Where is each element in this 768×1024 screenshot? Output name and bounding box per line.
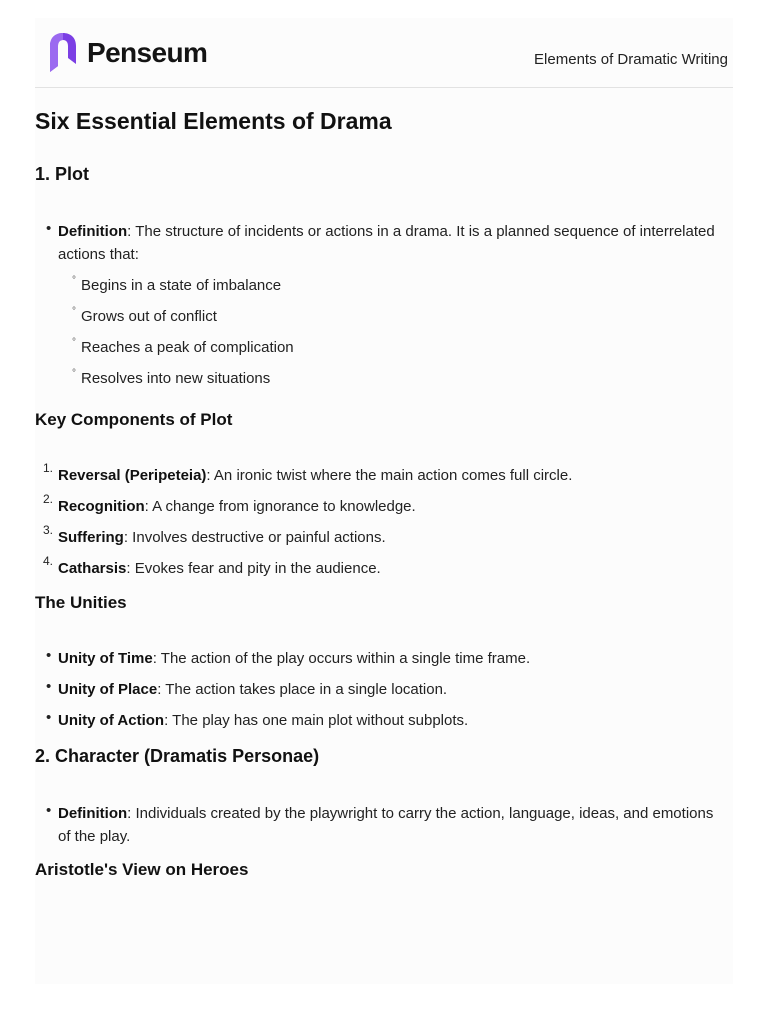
definition-text: : The structure of incidents or actions in a drama. It is a planned sequence of interrelated actions that:	[58, 223, 715, 263]
list-item	[46, 709, 718, 732]
subsection-heading-heroes: Aristotle's View on Heroes	[35, 860, 249, 879]
numbered-item	[43, 492, 718, 518]
numbered-item	[43, 554, 718, 580]
sub-item-text: Reaches a peak of complication	[81, 339, 294, 356]
item-label: Unity of Time	[58, 650, 153, 667]
circle-bullet-icon: °	[72, 275, 76, 286]
page-title: Six Essential Elements of Drama	[35, 108, 392, 134]
definition-label: Definition	[58, 805, 128, 822]
item-number: 1.	[43, 461, 54, 475]
item-label: Recognition	[58, 498, 145, 515]
sub-item-text: Grows out of conflict	[81, 308, 217, 325]
item-number: 4.	[43, 554, 54, 568]
sub-item-text: Begins in a state of imbalance	[81, 277, 282, 294]
document-category: Elements of Dramatic Writing	[534, 51, 728, 68]
item-label: Catharsis	[58, 560, 127, 577]
subsection-heading-components: Key Components of Plot	[35, 410, 233, 429]
brand-logo[interactable]	[48, 32, 207, 74]
sub-item-text: Resolves into new situations	[81, 370, 271, 387]
item-label: Unity of Place	[58, 681, 158, 698]
circle-bullet-icon: °	[72, 337, 76, 348]
list-item	[46, 802, 718, 848]
page-header	[35, 18, 733, 88]
brand-name: Penseum	[87, 37, 208, 68]
item-number: 2.	[43, 492, 54, 506]
sub-list-item	[72, 305, 217, 328]
definition-label: Definition	[58, 223, 128, 240]
bullet-icon: •	[46, 709, 52, 726]
item-label: Unity of Action	[58, 712, 165, 729]
bullet-icon: •	[46, 678, 52, 695]
item-text: : The play has one main plot without subplots.	[164, 712, 469, 729]
section-heading-character: 2. Character (Dramatis Personae)	[35, 746, 320, 766]
subsection-heading-unities: The Unities	[35, 593, 127, 612]
numbered-item	[43, 523, 718, 549]
list-item	[46, 647, 718, 670]
item-label: Suffering	[58, 529, 124, 546]
definition-text: : Individuals created by the playwright to carry the action, language, ideas, and emotions of the play.	[58, 805, 714, 845]
list-item	[46, 678, 718, 701]
circle-bullet-icon: °	[72, 368, 76, 379]
item-text: : The action takes place in a single location.	[157, 681, 448, 698]
sub-list-item	[72, 367, 271, 390]
item-text: : Evokes fear and pity in the audience.	[126, 560, 381, 577]
item-text: : An ironic twist where the main action comes full circle.	[206, 467, 573, 484]
penseum-logo-icon	[48, 32, 78, 74]
sub-list-item	[72, 274, 282, 297]
list-item	[46, 220, 718, 266]
numbered-item	[43, 461, 718, 487]
item-text: : The action of the play occurs within a single time frame.	[152, 650, 531, 667]
item-number: 3.	[43, 523, 54, 537]
circle-bullet-icon: °	[72, 306, 76, 317]
item-text: : A change from ignorance to knowledge.	[144, 498, 416, 515]
bullet-icon: •	[46, 647, 52, 664]
bullet-icon: •	[46, 802, 52, 819]
item-text: : Involves destructive or painful actions.	[123, 529, 386, 546]
section-heading-plot: 1. Plot	[35, 164, 90, 184]
item-label: Reversal (Peripeteia)	[58, 467, 207, 484]
bullet-icon: •	[46, 220, 52, 237]
sub-list-item	[72, 336, 294, 359]
